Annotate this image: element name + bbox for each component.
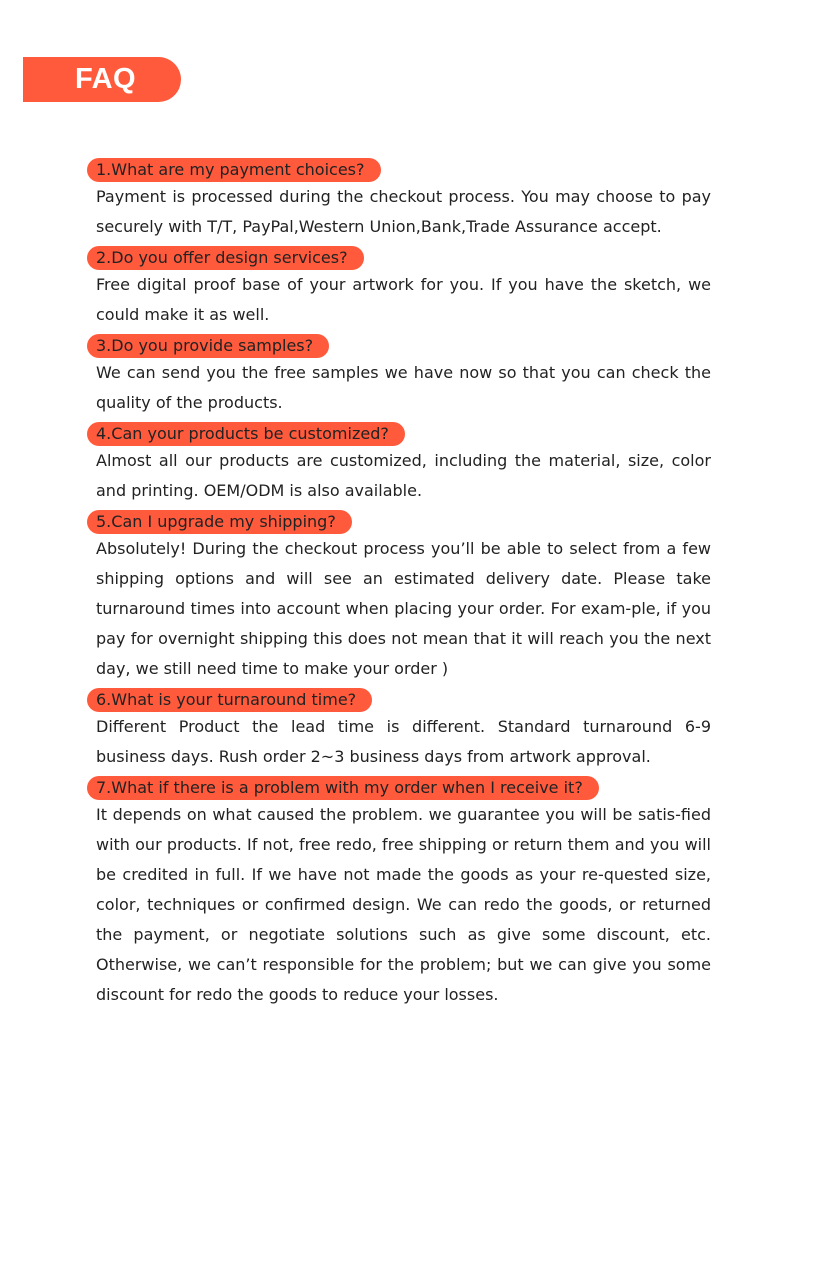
faq-item xyxy=(87,333,711,418)
faq-answer: Absolutely! During the checkout process you’ll be able to select from a few shipping options and will see an estimated delivery date. Please take turnaround times into account when placing your order. For exam-ple, if you pay for overnight shipping this does not mean that it will reach you the next day, we still need time to make your order ) xyxy=(96,539,711,678)
faq-question: 7.What if there is a problem with my order when I receive it? xyxy=(87,776,599,800)
faq-answer: Payment is processed during the checkout process. You may choose to pay securely with T/T, PayPal,Western Union,Bank,Trade Assurance accept. xyxy=(96,187,711,236)
faq-answer: Almost all our products are customized, including the material, size, color and printing. OEM/ODM is also available. xyxy=(96,451,711,500)
faq-list xyxy=(87,157,711,1010)
faq-question: 5.Can I upgrade my shipping? xyxy=(87,510,352,534)
faq-item xyxy=(87,687,711,772)
faq-question: 3.Do you provide samples? xyxy=(87,334,329,358)
faq-answer: It depends on what caused the problem. we guarantee you will be satis-fied with our products. If not, free redo, free shipping or return them and you will be credited in full. If we have not made the goods as your re-quested size, color, techniques or confirmed design. We can redo the goods, or returned the payment, or negotiate solutions such as give some discount, etc. Otherwise, we can’t responsible for the problem; but we can give you some discount for redo the goods to reduce your losses. xyxy=(96,805,711,1004)
faq-question: 2.Do you offer design services? xyxy=(87,246,364,270)
faq-question: 4.Can your products be customized? xyxy=(87,422,405,446)
page-title: FAQ xyxy=(75,63,137,95)
faq-item xyxy=(87,775,711,1010)
faq-answer: Different Product the lead time is different. Standard turnaround 6-9 business days. Rush order 2~3 business days from artwork approval. xyxy=(96,717,711,766)
faq-answer: Free digital proof base of your artwork for you. If you have the sketch, we could make it as well. xyxy=(96,275,711,324)
faq-question: 1.What are my payment choices? xyxy=(87,158,381,182)
faq-answer: We can send you the free samples we have now so that you can check the quality of the products. xyxy=(96,363,711,412)
faq-question: 6.What is your turnaround time? xyxy=(87,688,372,712)
faq-item xyxy=(87,421,711,506)
faq-item xyxy=(87,157,711,242)
faq-item xyxy=(87,245,711,330)
faq-header-tab xyxy=(23,57,181,102)
faq-item xyxy=(87,509,711,684)
